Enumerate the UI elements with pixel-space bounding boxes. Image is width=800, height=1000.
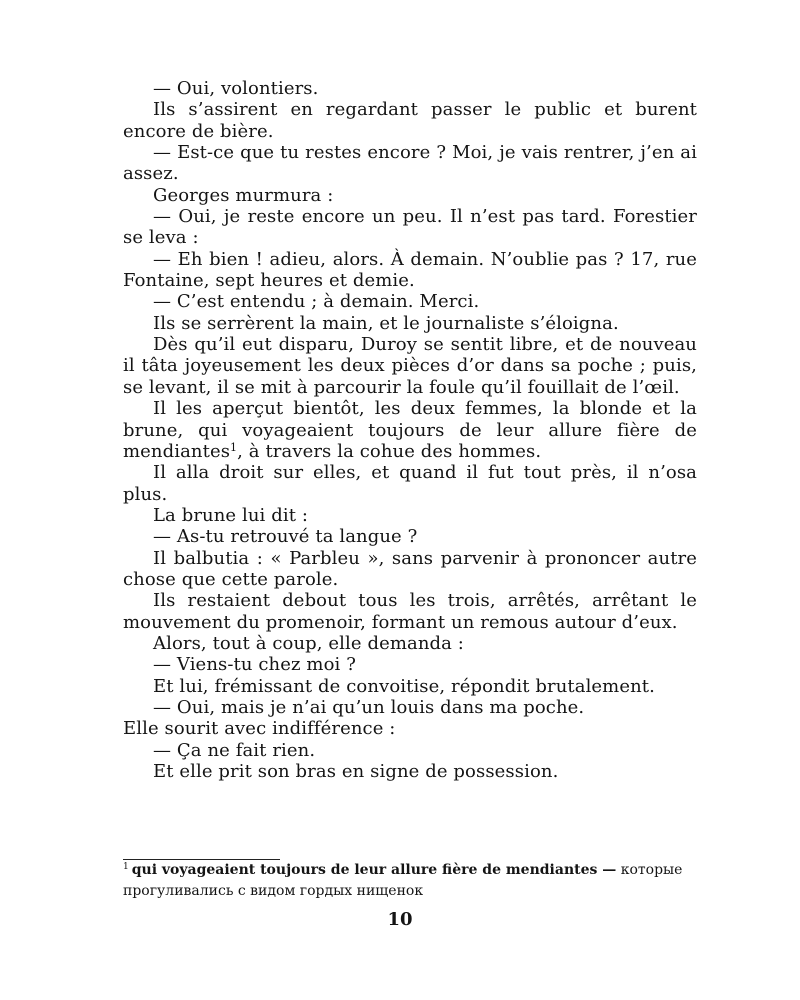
paragraph: Et elle prit son bras en signe de possession.: [153, 761, 559, 782]
paragraph: Et lui, frémissant de convoitise, répondit brutalement.: [153, 675, 655, 697]
paragraph: — Oui, je reste encore un peu. Il n’est pas tard. Forestier se leva :: [123, 206, 697, 249]
paragraph: Dès qu’il eut disparu, Duroy se sentit libre, et de nouveau il tâta joyeusement les deux pièces d’or dans sa poche ; puis, se levant, il se mit à parcourir la foule qu’il fouillait de l’œil.: [123, 334, 697, 398]
footnote-entry: [123, 860, 697, 902]
paragraph: Ils s’assirent en regardant passer le public et burent encore de bière.: [123, 99, 697, 142]
paragraph-text: Il les aperçut bientôt, les deux femmes, la blonde et la brune, qui voyageaient toujours de leur allure fière de mendiantes: [123, 398, 697, 462]
paragraph: Ils restaient debout tous les trois, arrêtés, arrêtant le mouvement du promenoir, formant un remous autour d’eux.: [123, 590, 697, 633]
paragraph: — Oui, volontiers.: [153, 78, 319, 99]
paragraph: — Est-ce que tu restes encore ? Moi, je vais rentrer, j’en ai assez.: [123, 142, 697, 185]
paragraph: Il alla droit sur elles, et quand il fut tout près, il n’osa plus.: [123, 462, 697, 505]
footnote-translation: которые прогуливались с видом гордых нищенок: [123, 862, 683, 899]
paragraph-with-footnote: [123, 398, 697, 462]
paragraph: — Ça ne fait rien.: [153, 739, 316, 761]
paragraph: — As-tu retrouvé ta langue ?: [153, 526, 418, 548]
paragraph: Alors, tout à coup, elle demanda :: [153, 632, 464, 654]
paragraph: Il balbutia : « Parbleu », sans parvenir à prononcer autre chose que cette parole.: [123, 547, 697, 590]
paragraph: Elle sourit avec indifférence :: [123, 718, 396, 740]
footnote-reference[interactable]: 1: [230, 440, 238, 454]
paragraph: — C’est entendu ; à demain. Merci.: [153, 291, 480, 313]
footnote: [123, 860, 697, 902]
page-number: 10: [387, 909, 413, 930]
paragraph: La brune lui dit :: [153, 504, 309, 526]
book-page: [123, 78, 697, 782]
body-text: [123, 78, 697, 782]
footnote-dash: —: [597, 862, 617, 878]
paragraph: — Oui, mais je n’ai qu’un louis dans ma poche.: [153, 696, 585, 718]
paragraph: Ils se serrèrent la main, et le journaliste s’éloigna.: [153, 312, 619, 334]
paragraph: — Eh bien ! adieu, alors. À demain. N’oublie pas ? 17, rue Fontaine, sept heures et demie.: [123, 248, 697, 292]
footnote-term: qui voyageaient toujours de leur allure fière de mendiantes: [131, 862, 598, 878]
footnote-marker: 1: [123, 862, 129, 872]
paragraph: Georges murmura :: [153, 184, 334, 206]
paragraph-text-continuation: , à travers la cohue des hommes.: [237, 440, 542, 462]
paragraph: — Viens-tu chez moi ?: [153, 654, 356, 676]
